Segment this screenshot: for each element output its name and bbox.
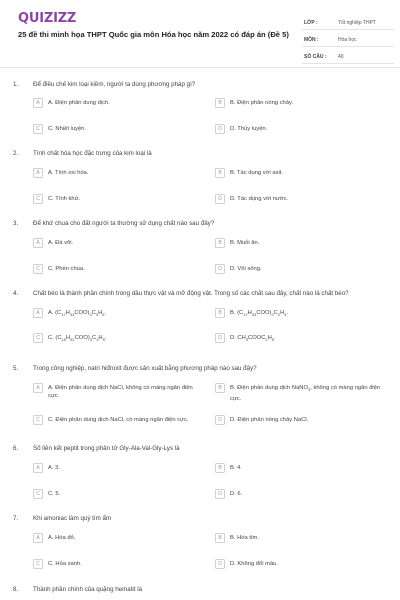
question-3	[0, 220, 400, 230]
worksheet-title: 25 đề thi minh họa THPT Quốc gia môn Hóa học năm 2022 có đáp án (Đề 5)	[18, 30, 289, 39]
option-text: A. $(C_{17}H_{33}COO)_3C_3H_5$.	[48, 310, 107, 318]
answer-option-d[interactable]	[215, 489, 390, 499]
answer-option-c[interactable]	[33, 124, 208, 134]
option-text: C. Hóa xanh.	[48, 561, 82, 567]
question-number: 8.	[13, 586, 19, 593]
answer-option-b[interactable]	[215, 463, 390, 473]
option-text: B. Điện phân dung dịch NaNO$_3$, không có màng ngăn điện cực.	[230, 385, 381, 402]
option-letter-box[interactable]: B	[215, 308, 225, 318]
question-text: Khi amoniac làm quỳ tím ẩm	[33, 515, 112, 522]
answer-option-c[interactable]	[33, 489, 208, 499]
answer-option-a[interactable]	[33, 238, 208, 248]
option-text: A. Điện phân dung dịch NaCl, không có màng ngăn điện cực.	[48, 385, 193, 400]
option-text: D. Điện phân nóng chảy NaCl.	[230, 417, 309, 423]
question-4	[0, 290, 400, 300]
meta-label: SỐ CÂU :	[304, 54, 327, 60]
question-text: Số liên kết peptit trong phân tử Gly-Ala-Val-Gly-Lys là	[33, 445, 180, 452]
answer-option-a[interactable]	[33, 463, 208, 473]
option-letter-box[interactable]: C	[33, 264, 43, 274]
option-letter-box[interactable]: A	[33, 168, 43, 178]
answer-option-b[interactable]	[215, 533, 390, 543]
question-list	[0, 68, 400, 600]
answer-option-c[interactable]	[33, 194, 208, 204]
answer-option-d[interactable]	[215, 415, 390, 425]
meta-row-class	[302, 14, 394, 30]
answer-option-c[interactable]	[33, 333, 208, 345]
question-2	[0, 150, 400, 160]
option-letter-box[interactable]: C	[33, 124, 43, 134]
option-letter-box[interactable]: D	[215, 194, 225, 204]
option-letter-box[interactable]: A	[33, 98, 43, 108]
question-text: Thành phần chính của quặng hematit là	[33, 586, 143, 593]
answer-option-a[interactable]	[33, 308, 208, 320]
option-text: A. Tính oxi hóa.	[48, 170, 89, 176]
option-text: A. Đá vôi.	[48, 240, 74, 246]
option-text: C. 5.	[48, 491, 61, 497]
question-text: Trong công nghiệp, natri hiđroxit được sản xuất bằng phương pháp nào sau đây?	[33, 365, 257, 372]
question-5	[0, 365, 400, 375]
meta-label: LỚP :	[304, 20, 318, 26]
option-text: C. Phèn chua.	[48, 266, 85, 272]
option-letter-box[interactable]: D	[215, 124, 225, 134]
meta-label: MÔN :	[304, 37, 319, 43]
option-text: B. $(C_{17}H_{33}COO)_2C_2H_4$.	[230, 310, 289, 318]
answer-option-d[interactable]	[215, 264, 390, 274]
option-text: A. Hóa đỏ.	[48, 535, 76, 541]
option-letter-box[interactable]: B	[215, 238, 225, 248]
option-letter-box[interactable]: A	[33, 308, 43, 318]
option-text: C. Tính khử.	[48, 196, 81, 202]
question-number: 4.	[13, 290, 19, 297]
option-letter-box[interactable]: D	[215, 264, 225, 274]
option-text: B. Hóa tím.	[230, 535, 259, 541]
option-letter-box[interactable]: A	[33, 383, 43, 393]
answer-option-c[interactable]	[33, 415, 208, 425]
option-letter-box[interactable]: C	[33, 415, 43, 425]
option-text: B. 4.	[230, 465, 242, 471]
worksheet-header	[0, 0, 400, 68]
option-letter-box[interactable]: C	[33, 194, 43, 204]
meta-row-count	[302, 48, 394, 64]
option-letter-box[interactable]: D	[215, 559, 225, 569]
option-text: A. 3.	[48, 465, 60, 471]
question-6	[0, 445, 400, 455]
worksheet-meta	[302, 14, 394, 65]
question-8	[0, 586, 400, 596]
question-number: 6.	[13, 445, 19, 452]
answer-option-a[interactable]	[33, 168, 208, 178]
answer-option-b[interactable]	[215, 383, 390, 403]
option-letter-box[interactable]: B	[215, 168, 225, 178]
option-letter-box[interactable]: C	[33, 333, 43, 343]
answer-option-c[interactable]	[33, 264, 208, 274]
option-letter-box[interactable]: A	[33, 463, 43, 473]
option-letter-box[interactable]: D	[215, 489, 225, 499]
answer-option-d[interactable]	[215, 124, 390, 134]
option-letter-box[interactable]: B	[215, 383, 225, 393]
option-text: D. Không đổi màu.	[230, 561, 279, 567]
question-number: 2.	[13, 150, 19, 157]
answer-option-b[interactable]	[215, 238, 390, 248]
question-7	[0, 515, 400, 525]
question-number: 5.	[13, 365, 19, 372]
option-text: D. Thủy luyện.	[230, 126, 268, 132]
answer-option-d[interactable]	[215, 194, 390, 204]
answer-option-c[interactable]	[33, 559, 208, 569]
option-letter-box[interactable]: A	[33, 238, 43, 248]
option-letter-box[interactable]: D	[215, 415, 225, 425]
answer-option-d[interactable]	[215, 559, 390, 569]
question-number: 3.	[13, 220, 19, 227]
option-text: C. Nhiệt luyện.	[48, 126, 87, 132]
option-text: B. Muối ăn.	[230, 240, 260, 246]
answer-option-a[interactable]	[33, 98, 208, 108]
meta-value: 40	[338, 54, 344, 60]
quizizz-logo: QUIZIZZ	[18, 11, 77, 26]
option-letter-box[interactable]: C	[33, 489, 43, 499]
meta-value: Tốt nghiệp THPT	[338, 20, 376, 26]
question-text: Để khử chua cho đất người ta thường sử dụng chất nào sau đây?	[33, 220, 215, 227]
option-letter-box[interactable]: B	[215, 463, 225, 473]
option-text: B. Tác dụng với axit.	[230, 170, 283, 176]
answer-option-b[interactable]	[215, 168, 390, 178]
question-text: Để điều chế kim loại kiềm, người ta dùng phương pháp gì?	[33, 81, 196, 88]
answer-option-a[interactable]	[33, 383, 208, 401]
question-text: Tính chất hóa học đặc trưng của kim loại là	[33, 150, 152, 157]
answer-option-b[interactable]	[215, 308, 390, 320]
option-text: D. Vôi sống.	[230, 266, 262, 272]
option-letter-box[interactable]: C	[33, 559, 43, 569]
option-letter-box[interactable]: B	[215, 98, 225, 108]
option-text: C. Điện phân dung dịch NaCl, có màng ngăn điện cực.	[48, 417, 189, 423]
option-letter-box[interactable]: B	[215, 533, 225, 543]
option-letter-box[interactable]: D	[215, 333, 225, 343]
question-number: 7.	[13, 515, 19, 522]
meta-row-subject	[302, 31, 394, 47]
question-number: 1.	[13, 81, 19, 88]
option-text: A. Điện phân dung dịch.	[48, 100, 110, 106]
option-text: B. Điện phân nóng chảy.	[230, 100, 294, 106]
option-text: D. 6.	[230, 491, 243, 497]
question-text: Chất béo là thành phần chính trong dầu thực vật và mỡ động vật. Trong số các chất sau đây, chất nào là chất béo?	[33, 290, 349, 297]
option-text: D. $CH_3COOC_2H_5$.	[230, 335, 276, 343]
option-text: C. $(C_{15}H_{31}COO)_3C_3H_5$.	[48, 335, 107, 343]
option-text: D. Tác dụng với nước.	[230, 196, 289, 202]
answer-option-a[interactable]	[33, 533, 208, 543]
answer-option-b[interactable]	[215, 98, 390, 108]
meta-value: Hóa học	[338, 37, 357, 43]
option-letter-box[interactable]: A	[33, 533, 43, 543]
answer-option-d[interactable]	[215, 333, 390, 345]
question-1	[0, 81, 400, 91]
